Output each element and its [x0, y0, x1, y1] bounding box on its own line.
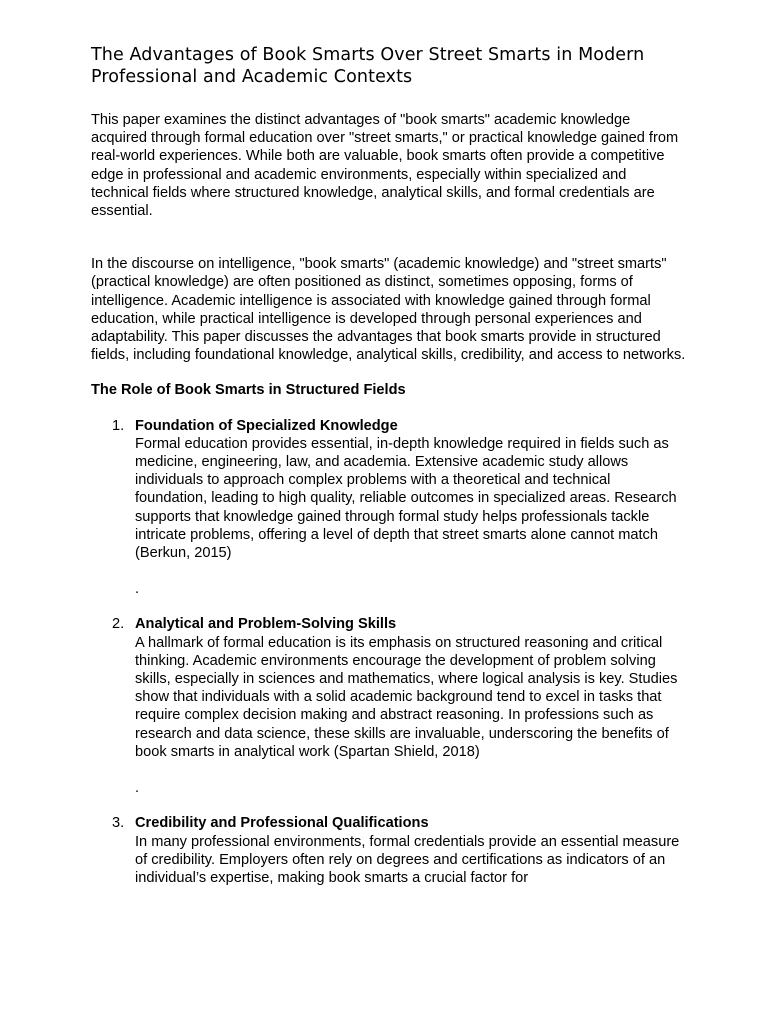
list-item-number: 3.: [112, 815, 125, 832]
list-item-trailing-dot: .: [135, 780, 140, 797]
list-item-heading: Analytical and Problem-Solving Skills: [135, 616, 397, 633]
numbered-list: [91, 417, 686, 887]
list-item-trailing-dot: .: [135, 581, 140, 598]
list-item-text: A hallmark of formal education is its emphasis on structured reasoning and critical thinking. Academic environments encourage the development of problem solving skills, especially in sciences and mathematics, where logical analysis is key. Studies show that individuals with a solid academic background tend to excel in tasks that require complex decision making and abstract reasoning. In professions such as research and data science, these skills are invaluable, underscoring the benefits of book smarts in analytical work (Spartan Shield, 2018): [135, 634, 678, 760]
list-item-heading: Credibility and Professional Qualifications: [135, 815, 429, 832]
list-item-text: Formal education provides essential, in-depth knowledge required in fields such as medicine, engineering, law, and academia. Extensive academic study allows individuals to approach complex problems with a theoretical and technical foundation, leading to high quality, reliable outcomes in specialized areas. Research supports that knowledge gained through formal study helps professionals tackle intricate problems, offering a level of depth that street smarts alone cannot match (Berkun, 2015): [135, 435, 677, 562]
section-heading: The Role of Book Smarts in Structured Fields: [91, 382, 406, 399]
list-item: [91, 814, 686, 887]
list-item-number: 2.: [112, 616, 125, 633]
list-item-number: 1.: [112, 417, 125, 434]
abstract-paragraph: This paper examines the distinct advantages of "book smarts" academic knowledge acquired through formal education over "street smarts," or practical knowledge gained from real-world experiences. While both are valuable, book smarts often provide a competitive edge in professional and academic environments, especially within specialized and technical fields where structured knowledge, analytical skills, and formal credentials are essential.: [91, 112, 679, 220]
document-title: The Advantages of Book Smarts Over Street Smarts in Modern Professional and Academic Contexts: [91, 45, 645, 87]
intro-paragraph: In the discourse on intelligence, "book smarts" (academic knowledge) and "street smarts" (practical knowledge) are often positioned as distinct, sometimes opposing, forms of intelligence. Academic intelligence is associated with knowledge gained through formal education, while practical intelligence is developed through personal experiences and adaptability. This paper discusses the advantages that book smarts provide in structured fields, including foundational knowledge, analytical skills, credibility, and access to networks.: [91, 256, 686, 364]
list-item: [91, 417, 686, 599]
list-item-heading: Foundation of Specialized Knowledge: [135, 417, 398, 434]
list-item-text: In many professional environments, formal credentials provide an essential measure of credibility. Employers often rely on degrees and certifications as indicators of an individual’s expertise, making book smarts a crucial factor for: [135, 833, 680, 886]
list-item: [91, 615, 686, 797]
